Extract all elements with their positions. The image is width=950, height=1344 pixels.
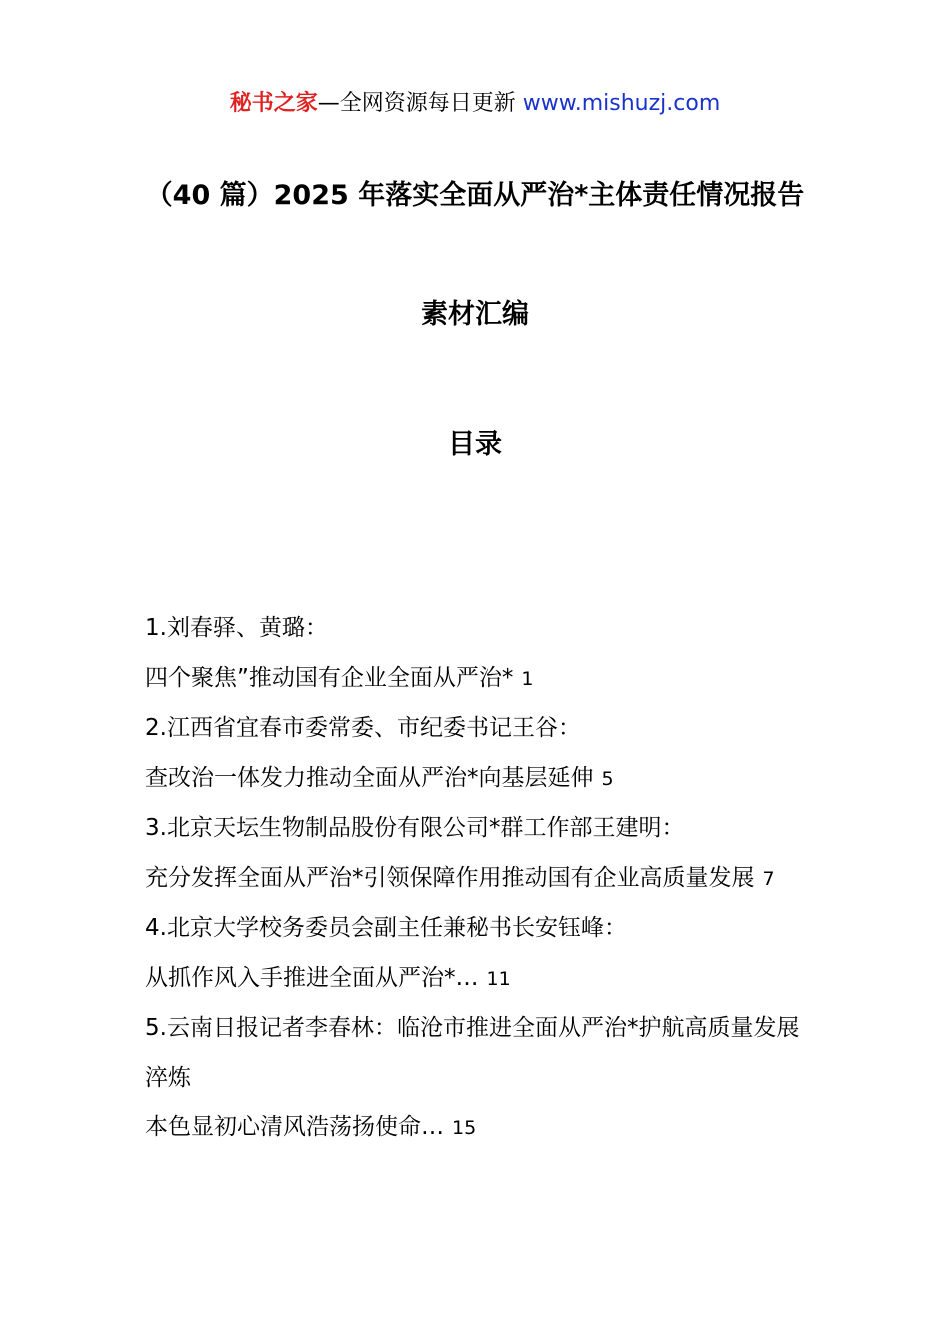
toc-entry-title-text: 查改治一体发力推动全面从严治*向基层延伸 xyxy=(145,764,594,791)
document-title: （40 篇）2025 年落实全面从严治*主体责任情况报告 xyxy=(145,180,805,211)
toc-entry-title-text: 四个聚焦”推动国有企业全面从严治* xyxy=(145,664,514,691)
toc-entry-title-text: 从抓作风入手推进全面从严治*… xyxy=(145,964,479,991)
toc-heading: 目录 xyxy=(448,429,502,460)
toc-page-number: 7 xyxy=(762,867,775,890)
toc-entry-1-title[interactable] xyxy=(145,654,817,705)
toc-entry-2-author[interactable]: 2.江西省宜春市委常委、市纪委书记王谷： xyxy=(145,715,581,741)
document-subtitle: 素材汇编 xyxy=(421,299,529,330)
toc-page-number: 1 xyxy=(521,667,534,690)
header-tagline: —全网资源每日更新 xyxy=(317,91,516,116)
toc-entry-5-title[interactable]: 5.云南日报记者李春林：临沧市推进全面从严治*护航高质量发展 淬炼 xyxy=(145,1015,800,1091)
toc-entry-4-author[interactable]: 4.北京大学校务委员会副主任兼秘书长安钰峰： xyxy=(145,915,627,941)
brand-name: 秘书之家 xyxy=(229,91,318,116)
toc-entry-3-author[interactable]: 3.北京天坛生物制品股份有限公司*群工作部王建明： xyxy=(145,815,685,841)
toc-page-number: 11 xyxy=(486,967,511,990)
table-of-contents xyxy=(145,604,817,1154)
toc-entry-1-author[interactable]: 1.刘春驿、黄璐： xyxy=(145,615,328,641)
toc-entry-3-title[interactable] xyxy=(145,854,817,905)
toc-page-number: 15 xyxy=(452,1117,477,1139)
toc-page-number: 5 xyxy=(601,767,614,790)
toc-entry-2-title[interactable] xyxy=(145,754,817,805)
toc-entry-5-title-cont[interactable] xyxy=(145,1103,817,1154)
site-header xyxy=(0,88,950,120)
site-url-link[interactable]: www.mishuzj.com xyxy=(522,91,721,116)
toc-entry-4-title[interactable] xyxy=(145,954,817,1005)
toc-entry-title-text: 本色显初心清风浩荡扬使命… xyxy=(145,1114,444,1140)
toc-entry-title-text: 充分发挥全面从严治*引领保障作用推动国有企业高质量发展 xyxy=(145,864,755,891)
